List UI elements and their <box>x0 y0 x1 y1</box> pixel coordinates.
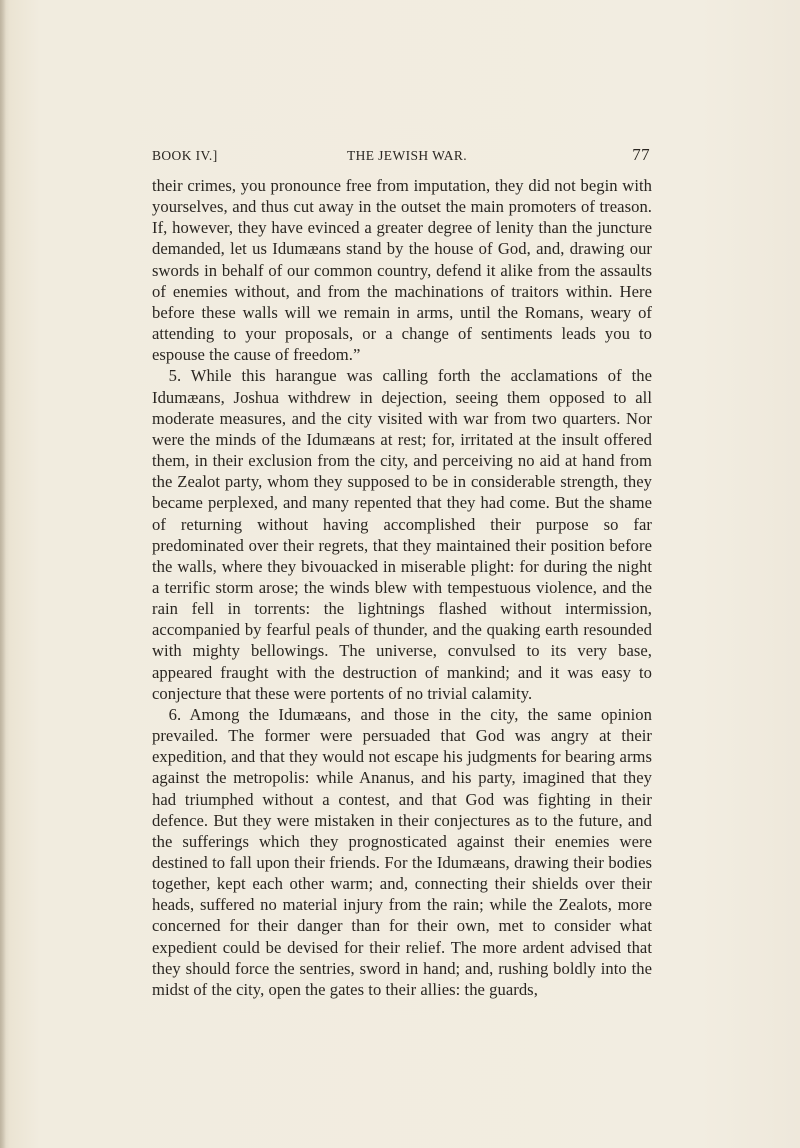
paragraph-continued: their crimes, you pronounce free from imputation, they did not begin with yourselves, and thus cut away in the outset the main promoters of treason. If, however, they have evinced a greater degree of lenity than the juncture demanded, let us Idumæans stand by the house of God, and, drawing our swords in behalf of our common country, defend it alike from the assaults of enemies without, and from the machinations of traitors within. Here before these walls will we remain in arms, until the Romans, weary of attending to your proposals, or a change of sentiments leads you to espouse the cause of freedom.” <box>152 176 652 365</box>
body-text <box>152 175 652 1000</box>
running-title: THE JEWISH WAR. <box>346 148 468 163</box>
binding-shadow <box>0 0 6 1148</box>
running-header <box>152 146 650 170</box>
page-number: 77 <box>632 145 650 164</box>
book-label: BOOK IV.] <box>152 148 218 163</box>
paragraph-section-5: 5. While this harangue was calling forth the acclamations of the Idumæans, Joshua withdrew in dejection, seeing them opposed to all moderate measures, and the city visited with war from two quarters. Nor were the minds of the Idumæans at rest; for, irritated at the insult offered them, in their exclusion from the city, and perceiving no aid at hand from the Zealot party, whom they supposed to be in considerable strength, they became perplexed, and many repented that they had come. But the shame of returning without having accomplished their purpose so far predominated over their regrets, that they maintained their position before the walls, where they bivouacked in miserable plight: for during the night a terrific storm arose; the winds blew with tempestuous violence, and the rain fell in torrents: the lightnings flashed without intermission, accompanied by fearful peals of thunder, and the quaking earth resounded with mighty bellowings. The universe, convulsed to its very base, appeared fraught with the destruction of mankind; and it was easy to conjecture that these were portents of no trivial calamity. <box>152 366 652 703</box>
paragraph-section-6: 6. Among the Idumæans, and those in the city, the same opinion prevailed. The former were persuaded that God was angry at their expedition, and that they would not escape his judgments for bearing arms against the metropolis: while Ananus, and his party, imagined that they had triumphed without a contest, and that God was fighting in their defence. But they were mistaken in their conjectures as to the future, and the sufferings which they prognosticated against their enemies were destined to fall upon their friends. For the Idumæans, drawing their bodies together, kept each other warm; and, connecting their shields over their heads, suffered no material injury from the rain; while the Zealots, more concerned for their danger than for their own, met to consider what expedient could be devised for their relief. The more ardent advised that they should force the sentries, sword in hand; and, rushing boldly into the midst of the city, open the gates to their allies: the guards, <box>152 704 652 999</box>
